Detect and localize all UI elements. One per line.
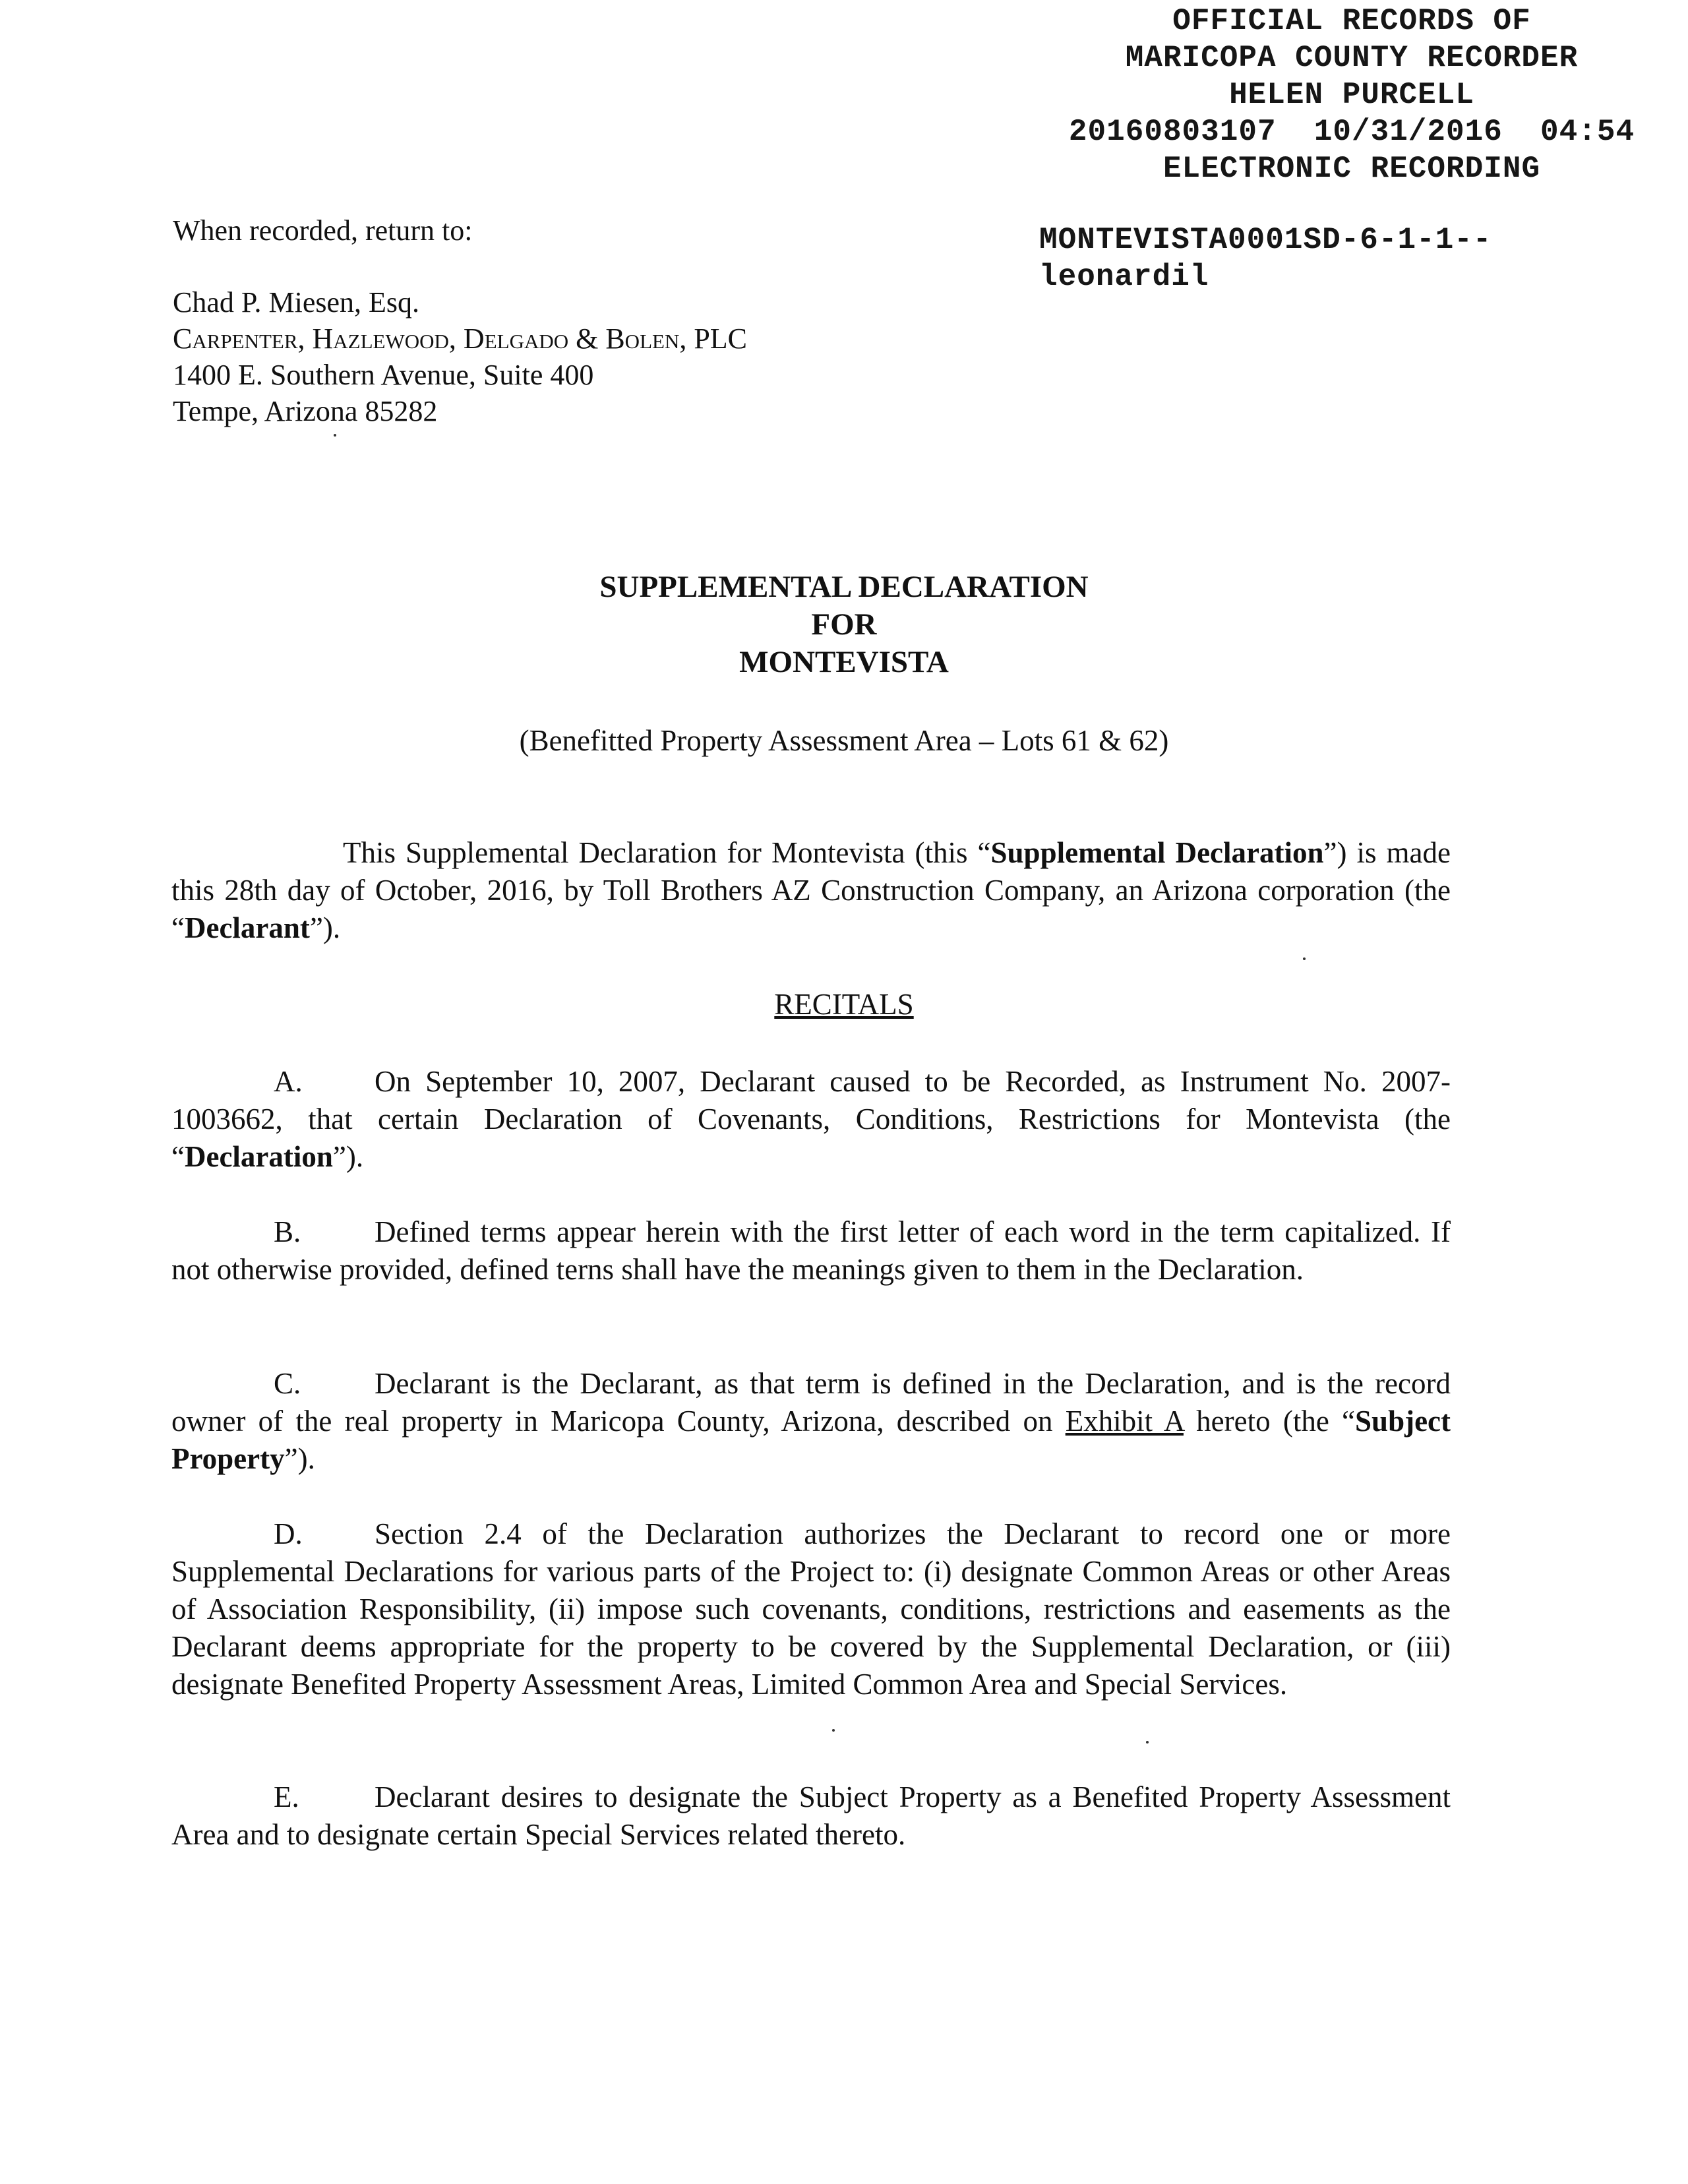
intro-text-3: ”). — [309, 911, 341, 944]
return-to-heading: When recorded, return to: — [173, 214, 473, 247]
recital-e-label: E. — [274, 1780, 299, 1813]
recital-c-exhibit-reference: Exhibit A — [1065, 1405, 1184, 1438]
recital-c-text-3: ”). — [284, 1442, 315, 1475]
scan-speck — [1146, 1741, 1149, 1744]
recital-c-label: C. — [274, 1367, 301, 1400]
intro-defined-term-supplemental-declaration: Supplemental Declaration — [990, 836, 1324, 869]
title-line1: SUPPLEMENTAL DECLARATION — [599, 570, 1089, 604]
recital-b-label: B. — [274, 1215, 301, 1248]
stamp-line-electronic-recording: ELECTRONIC RECORDING — [1162, 152, 1541, 186]
recital-a-text-1: On September 10, 2007, Declarant caused to be Recorded, as Instrument No. 2007-1003662, that certain Declaration of Covenants, Conditions, Restrictions for Montevista (the “ — [171, 1065, 1451, 1173]
intro-text-1: This Supplemental Declaration for Montevista (this “ — [343, 836, 991, 869]
return-to-name: Chad P. Miesen, Esq. — [173, 286, 419, 318]
document-code — [1039, 222, 1492, 295]
document-title — [0, 568, 1688, 681]
intro-defined-term-declarant: Declarant — [184, 911, 310, 944]
stamp-line-county-recorder: MARICOPA COUNTY RECORDER — [1125, 41, 1579, 75]
recital-b-text: Defined terms appear herein with the first letter of each word in the term capitalized. If not otherwise provided, defined terns shall have the meanings given to them in the Declaration. — [171, 1215, 1451, 1286]
scan-speck — [1303, 957, 1306, 960]
return-to-city: Tempe, Arizona 85282 — [173, 395, 438, 427]
recital-b — [171, 1213, 1451, 1289]
recital-a-text-2: ”). — [332, 1140, 364, 1173]
return-to-address — [173, 212, 747, 429]
document-code-line1: MONTEVISTA0001SD-6-1-1-- — [1039, 223, 1492, 257]
stamp-line-recorder-name: HELEN PURCELL — [1229, 78, 1474, 112]
recital-c-text-1: Declarant is the Declarant, as that term is defined in the Declaration, and is the record owner of the real property in Maricopa County, Arizona, described on — [171, 1367, 1451, 1438]
recital-d — [171, 1515, 1451, 1703]
recital-c-defined-term-subject-property: Subject Property — [171, 1405, 1451, 1475]
recital-d-label: D. — [274, 1517, 303, 1550]
recital-d-text: Section 2.4 of the Declaration authorizes the Declarant to record one or more Supplemental Declarations for various parts of the Project to: (i) designate Common Areas or other Areas of Association Responsibility, (ii) impose such covenants, conditions, restrictions and easements as the Declarant deems appropriate for the property to be covered by the Supplemental Declaration, or (iii) designate Benefited Property Assessment Areas, Limited Common Area and Special Services. — [171, 1517, 1451, 1701]
recitals-heading: RECITALS — [774, 988, 914, 1021]
stamp-line-recording-number-date: 20160803107 10/31/2016 04:54 — [1068, 115, 1635, 149]
recital-e — [171, 1778, 1451, 1854]
intro-paragraph — [171, 834, 1451, 947]
scan-speck — [832, 1729, 835, 1732]
title-line3: MONTEVISTA — [739, 645, 949, 679]
recital-c-text-2: hereto (the “ — [1183, 1405, 1356, 1438]
scan-speck — [334, 434, 336, 437]
recital-a — [171, 1063, 1451, 1176]
return-to-street: 1400 E. Southern Avenue, Suite 400 — [173, 359, 594, 391]
recital-e-text: Declarant desires to designate the Subject Property as a Benefited Property Assessment Area and to designate certain Special Services related thereto. — [171, 1780, 1451, 1851]
recital-a-defined-term-declaration: Declaration — [184, 1140, 333, 1173]
recital-c — [171, 1365, 1451, 1478]
document-subtitle: (Benefitted Property Assessment Area – Lots 61 & 62) — [519, 724, 1169, 757]
stamp-line-official-records: OFFICIAL RECORDS OF — [1172, 4, 1531, 38]
document-code-line2: leonardil — [1039, 260, 1209, 294]
return-to-firm: Carpenter, Hazlewood, Delgado & Bolen, PLC — [173, 322, 748, 355]
recorder-stamp — [1015, 3, 1688, 187]
intro-text-2: ”) is made this 28th day of October, 2016, by Toll Brothers AZ Construction Company, an Arizona corporation (the “ — [171, 836, 1451, 944]
title-line2: FOR — [811, 607, 877, 642]
recital-a-label: A. — [274, 1065, 303, 1098]
